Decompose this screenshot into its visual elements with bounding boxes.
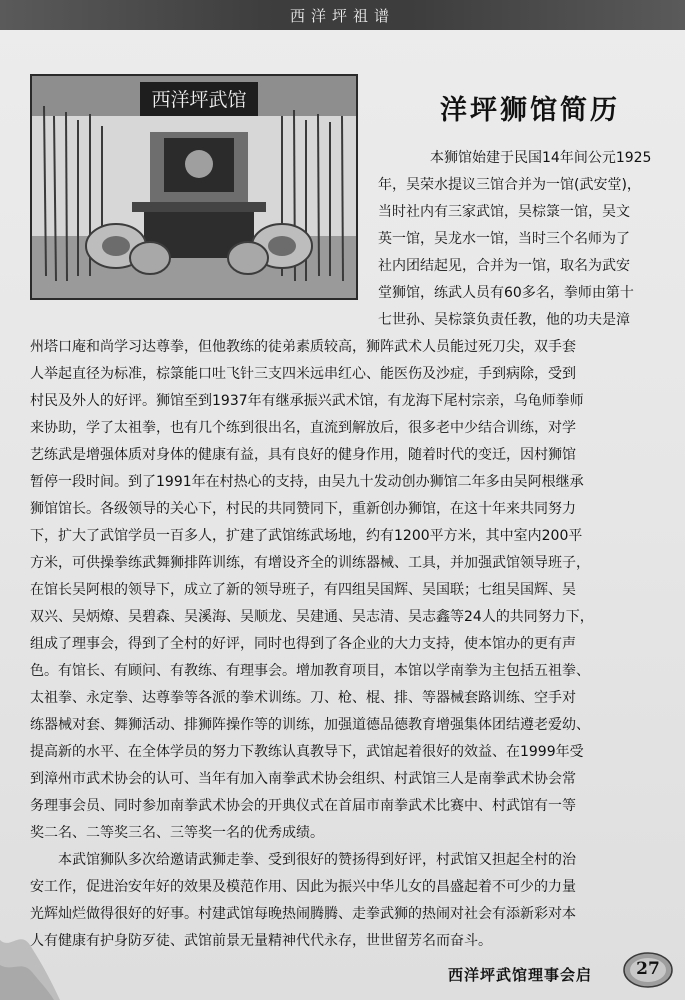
body-line: 方米，可供操拳练武舞狮排阵训练，有增设齐全的训练器械、工具，并加强武馆领导班子， [30, 555, 590, 571]
body-line: 太祖拳、永定拳、达尊拳等各派的拳术训练。刀、枪、棍、排、等器械套路训练、空手对 [30, 690, 576, 706]
body-line: 州塔口庵和尚学习达尊拳，但他教练的徒弟素质较高，狮阵武术人员能过死刀尖，双手套 [30, 339, 576, 355]
body-line: 英一馆，吴龙水一馆，当时三个名师为了 [378, 231, 630, 247]
body-line: 双兴、吴炳燎、吴碧森、吴溪海、吴顺龙、吴建通、吴志清、吴志鑫等24人的共同努力下， [30, 609, 594, 625]
body-line: 当时社内有三家武馆，吴棕箓一馆，吴文 [378, 204, 630, 220]
wave-decoration [0, 900, 60, 1000]
header-title: 西洋坪祖谱 [289, 6, 395, 25]
body-line: 社内团结起见，合并为一馆，取名为武安 [378, 258, 630, 274]
body-line: 安工作，促进治安年好的效果及模范作用、因此为振兴中华儿女的昌盛起着不可少的力量 [30, 879, 576, 895]
body-line: 提高新的水平、在全体学员的努力下教练认真教导下，武馆起着很好的效益、在1999年受 [30, 744, 584, 760]
header-band [0, 0, 685, 30]
signature: 西洋坪武馆理事会启 [448, 966, 593, 984]
article-title: 洋坪狮馆简历 [440, 95, 620, 126]
body-line: 本狮馆始建于民国14年间公元1925 [430, 150, 652, 166]
body-line: 到漳州市武术协会的认可、当年有加入南拳武术协会组织、村武馆三人是南拳武术协会常 [30, 771, 576, 787]
body-line: 光辉灿烂做得很好的好事。村建武馆每晚热闹腾腾、走拳武狮的热闹对社会有添新彩对本 [30, 906, 576, 922]
body-line: 组成了理事会，得到了全村的好评，同时也得到了各企业的大力支持，使本馆办的更有声 [30, 636, 576, 652]
page-number-badge [622, 950, 674, 990]
photo-sign-text: 西洋坪武馆 [151, 89, 247, 111]
photo-illustration [32, 76, 356, 298]
body-line: 色。有馆长、有顾问、有教练、有理事会。增加教育项目，本馆以学南拳为主包括五祖拳、 [30, 663, 590, 679]
page-number: 27 [636, 959, 660, 979]
body-line: 人举起直径为标准，棕箓能口吐飞针三支四米远串红心、能医伤及沙症，手到病除，受到 [30, 366, 576, 382]
body-line: 堂狮馆，练武人员有60多名，拳师由第十 [378, 285, 634, 301]
martial-hall-photo [30, 74, 358, 300]
body-line: 人有健康有护身防歹徒、武馆前景无量精神代代永存，世世留芳名而奋斗。 [30, 933, 492, 949]
body-line: 练器械对套、舞狮活动、排狮阵操作等的训练，加强道德品德教育增强集体团结遵老爱幼、 [30, 717, 590, 733]
body-line: 年，吴荣水提议三馆合并为一馆(武安堂)， [378, 177, 641, 193]
body-line: 艺练武是增强体质对身体的健康有益，具有良好的健身作用，随着时代的变迁，因村狮馆 [30, 447, 576, 463]
body-line: 村民及外人的好评。狮馆至到1937年有继承振兴武术馆，有龙海下尾村宗亲，乌龟师拳师 [30, 393, 584, 409]
body-line: 在馆长吴阿根的领导下，成立了新的领导班子，有四组吴国辉、吴国联；七组吴国辉、吴 [30, 582, 576, 598]
body-line: 暂停一段时间。到了1991年在村热心的支持，由吴九十发动创办狮馆二年多由吴阿根继承 [30, 474, 584, 490]
body-line: 来协助，学了太祖拳，也有几个练到很出名，直流到解放后，很多老中少结合训练，对学 [30, 420, 576, 436]
body-line: 狮馆馆长。各级领导的关心下，村民的共同赞同下，重新创办狮馆，在这十年来共同努力 [30, 501, 576, 517]
body-line: 本武馆狮队多次给邀请武狮走拳、受到很好的赞扬得到好评，村武馆又担起全村的治 [30, 852, 576, 868]
body-line: 奖二名、二等奖三名、三等奖一名的优秀成绩。 [30, 825, 324, 841]
body-line: 七世孙、吴棕箓负责任教，他的功夫是漳 [378, 312, 630, 328]
body-line: 下，扩大了武馆学员一百多人，扩建了武馆练武场地，约有1200平方米，其中室内200平 [30, 528, 583, 544]
body-line: 务理事会员、同时参加南拳武术协会的开典仪式在首届市南拳武术比赛中、村武馆有一等 [30, 798, 576, 814]
